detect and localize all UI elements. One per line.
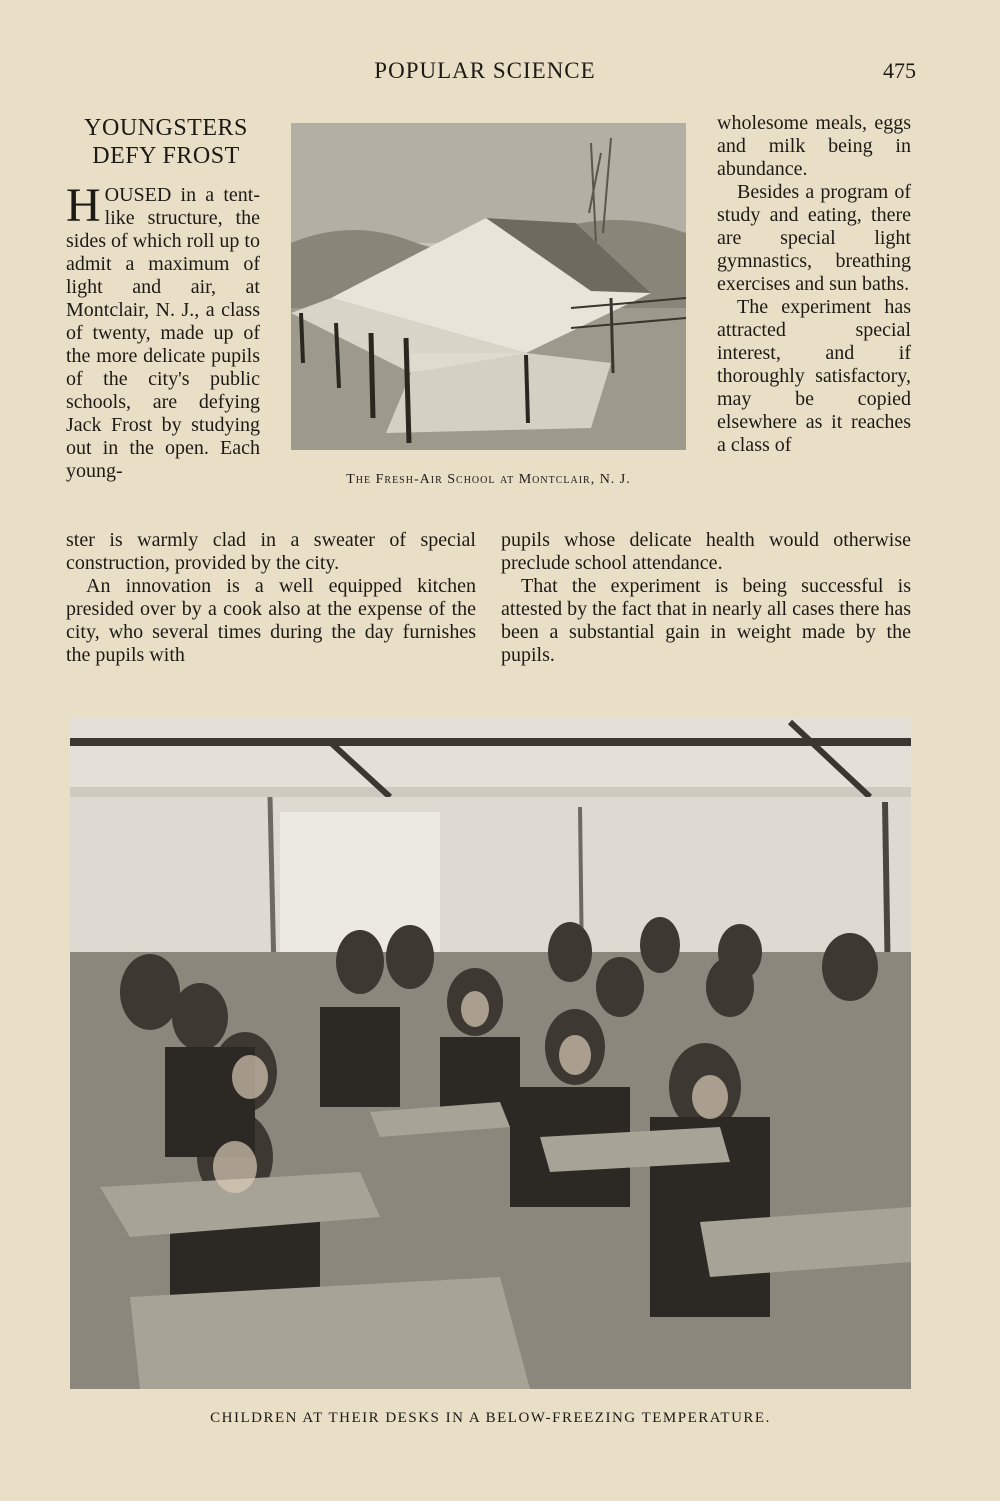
drop-cap: H — [66, 179, 101, 232]
right-wide-column — [501, 529, 911, 667]
running-title: POPULAR SCIENCE — [374, 58, 596, 83]
article-headline — [66, 114, 266, 170]
headline-line-2: DEFY FROST — [92, 143, 240, 169]
left-wide-column — [66, 529, 476, 667]
headline-line-1: YOUNGSTERS — [84, 115, 248, 141]
paragraph-5: That the experiment is being successful is attested by the fact that in nearly all cases there has been a substantial gain in weight made by the pupils. — [501, 575, 911, 666]
right-narrow-column — [717, 112, 911, 457]
paragraph-4-end: pupils whose delicate health would otherwise preclude school attendance. — [501, 529, 911, 574]
paragraph-1-end: ster is warmly clad in a sweater of special construction, provided by the city. — [66, 529, 476, 574]
paragraph-3: Besides a program of study and eating, there are special light gymnastics, breathing exercises and sun baths. — [717, 181, 911, 295]
classroom-photo-caption: CHILDREN AT THEIR DESKS IN A BELOW-FREEZING TEMPERATURE. — [210, 1410, 771, 1426]
paragraph-2-start: An innovation is a well equipped kitchen presided over by a cook also at the expense of the city, who several times during the day furnishes the pupils with — [66, 575, 476, 666]
classroom-photo — [70, 717, 911, 1389]
paragraph-1-start — [66, 179, 260, 483]
paragraph-4-start: The experiment has attracted special interest, and if thoroughly satisfactory, may be copied elsewhere as it reaches a class of — [717, 296, 911, 456]
page-number: 475 — [883, 58, 916, 83]
tent-school-photo — [291, 123, 686, 450]
paragraph-1-text: OUSED in a tent-like structure, the sides of which roll up to admit a maximum of light and air, at Montclair, N. J., a class of twenty, made up of the more delicate pupils of the city's public schools, are defying Jack Frost by studying out in the open. Each young- — [66, 184, 260, 482]
tent-photo-caption: The Fresh-Air School at Montclair, N. J. — [346, 472, 631, 487]
left-narrow-column — [66, 179, 260, 483]
paragraph-2-end: wholesome meals, eggs and milk being in abundance. — [717, 112, 911, 180]
